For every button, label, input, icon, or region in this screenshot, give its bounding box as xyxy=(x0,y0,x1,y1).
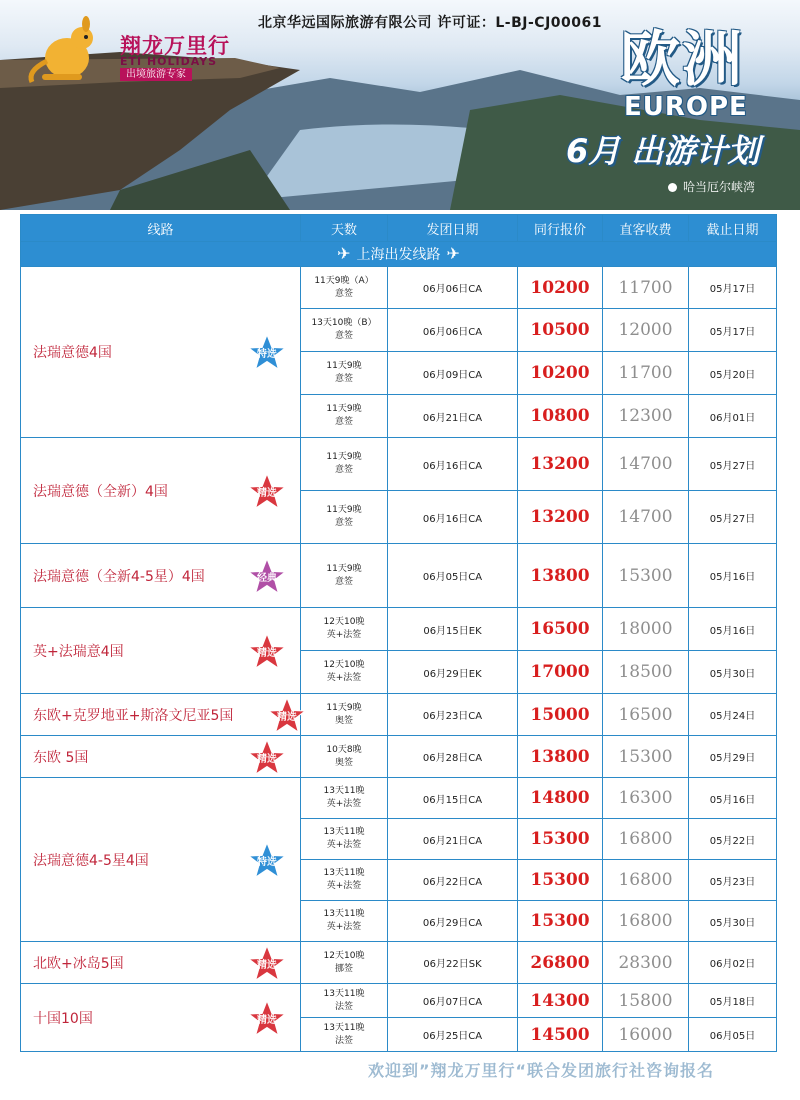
badge-label: 精选 xyxy=(277,711,297,723)
trade-price: 16500 xyxy=(530,619,590,639)
table-body xyxy=(21,267,777,1052)
days-text: 13天11晚 xyxy=(323,988,365,999)
brand-english: ETI HOLIDAYS xyxy=(120,55,218,68)
star-badge-icon xyxy=(247,333,287,371)
header-banner xyxy=(0,0,800,210)
table-row xyxy=(21,736,777,778)
visa-text: 英+法签 xyxy=(326,630,362,640)
table-row xyxy=(21,544,777,608)
table-row xyxy=(21,942,777,984)
days-cell xyxy=(301,267,388,309)
deadline-date: 05月27日 xyxy=(709,460,756,472)
days-text: 11天9晚（A） xyxy=(314,275,374,286)
star-badge-icon xyxy=(247,841,287,879)
departure-date: 06月21日CA xyxy=(422,412,483,424)
direct-price-cell xyxy=(603,736,689,778)
direct-price: 16800 xyxy=(618,911,673,931)
trade-price: 26800 xyxy=(530,952,590,973)
trade-price: 15300 xyxy=(530,911,590,931)
trade-price-cell xyxy=(518,352,603,395)
brand-name: 翔龙万里行 xyxy=(120,33,230,58)
deadline-cell xyxy=(689,819,777,860)
departure-date: 06月06日CA xyxy=(422,284,483,295)
departure-date: 06月21日CA xyxy=(422,835,483,847)
direct-price: 16500 xyxy=(618,704,673,725)
direct-price: 11700 xyxy=(618,363,673,383)
route-name: 十国10国 xyxy=(33,1010,93,1027)
trade-price: 13200 xyxy=(530,454,590,474)
plane-icon: ✈ xyxy=(446,244,460,263)
deadline-cell xyxy=(689,901,777,942)
deadline-date: 06月01日 xyxy=(709,412,756,424)
dot-icon xyxy=(668,183,677,192)
deadline-cell xyxy=(689,267,777,309)
days-cell xyxy=(301,819,388,860)
title-europe-en: EUROPE xyxy=(624,92,748,122)
deadline-date: 05月17日 xyxy=(709,326,756,338)
trade-price-cell xyxy=(518,901,603,942)
trade-price: 14500 xyxy=(530,1024,590,1045)
departure-cell xyxy=(388,736,518,778)
departure-cell xyxy=(388,778,518,819)
days-text: 13天11晚 xyxy=(323,868,365,878)
deadline-cell xyxy=(689,651,777,694)
visa-text: 奥签 xyxy=(334,757,353,768)
days-cell xyxy=(301,984,388,1018)
departure-cell xyxy=(388,984,518,1018)
departure-cell xyxy=(388,395,518,438)
departure-date: 06月15日EK xyxy=(423,625,482,637)
deadline-cell xyxy=(689,395,777,438)
trade-price-cell xyxy=(518,736,603,778)
deadline-date: 06月05日 xyxy=(709,1031,756,1042)
direct-price-cell xyxy=(603,651,689,694)
days-text: 11天9晚 xyxy=(326,361,362,371)
direct-price: 15300 xyxy=(618,565,673,586)
trade-price: 14800 xyxy=(530,788,590,808)
direct-price-cell xyxy=(603,860,689,901)
days-cell xyxy=(301,736,388,778)
direct-price: 15300 xyxy=(618,746,673,767)
route-cell xyxy=(21,736,301,778)
departure-cell xyxy=(388,608,518,651)
visa-text: 意签 xyxy=(334,576,353,587)
trade-price: 13800 xyxy=(530,746,590,767)
route-name: 法瑞意德4-5星4国 xyxy=(33,852,149,869)
departure-cell xyxy=(388,819,518,860)
days-cell xyxy=(301,309,388,352)
trade-price-cell xyxy=(518,984,603,1018)
deadline-date: 05月30日 xyxy=(709,668,756,680)
departure-date: 06月29日EK xyxy=(423,668,482,680)
trade-price: 17000 xyxy=(530,662,590,682)
deadline-date: 05月16日 xyxy=(709,794,756,806)
deadline-date: 05月17日 xyxy=(709,284,756,295)
badge-label: 精选 xyxy=(257,487,277,499)
visa-text: 意签 xyxy=(334,288,353,299)
deadline-cell xyxy=(689,491,777,544)
title-europe-cn: 欧洲 xyxy=(620,25,744,95)
deadline-date: 05月30日 xyxy=(709,917,756,929)
days-cell xyxy=(301,942,388,984)
departure-cell xyxy=(388,901,518,942)
tour-price-table xyxy=(20,214,777,1052)
visa-text: 英+法签 xyxy=(326,840,362,850)
header-departure: 发团日期 xyxy=(388,215,518,242)
departure-cell xyxy=(388,544,518,608)
direct-price: 28300 xyxy=(618,952,673,973)
departure-cell xyxy=(388,438,518,491)
trade-price: 10800 xyxy=(530,406,590,426)
departure-cell xyxy=(388,491,518,544)
direct-price: 16800 xyxy=(618,870,673,890)
trade-price: 14300 xyxy=(530,990,590,1011)
visa-text: 意签 xyxy=(334,465,353,475)
photo-place: 哈当厄尔峡湾 xyxy=(683,180,756,194)
deadline-cell xyxy=(689,309,777,352)
deadline-date: 05月16日 xyxy=(709,625,756,637)
table-row xyxy=(21,608,777,651)
deadline-date: 05月23日 xyxy=(709,876,756,888)
departure-date: 06月09日CA xyxy=(422,369,483,381)
deadline-date: 05月27日 xyxy=(709,513,756,525)
company-license: 北京华远国际旅游有限公司 许可证：L-BJ-CJ00061 xyxy=(258,15,602,31)
days-cell xyxy=(301,860,388,901)
route-cell xyxy=(21,608,301,694)
header-deadline: 截止日期 xyxy=(689,215,777,242)
direct-price: 16300 xyxy=(618,788,673,808)
trade-price-cell xyxy=(518,267,603,309)
badge-label: 精选 xyxy=(257,959,277,971)
departure-date: 06月29日CA xyxy=(422,917,483,929)
visa-text: 英+法签 xyxy=(326,922,362,932)
trade-price-cell xyxy=(518,819,603,860)
route-name: 法瑞意德4国 xyxy=(33,345,112,361)
direct-price: 14700 xyxy=(618,507,673,527)
table-row xyxy=(21,438,777,491)
departure-cell xyxy=(388,267,518,309)
route-cell xyxy=(21,778,301,942)
days-text: 12天10晚 xyxy=(323,950,365,961)
departure-cell xyxy=(388,309,518,352)
visa-text: 法签 xyxy=(334,1035,353,1046)
direct-price-cell xyxy=(603,438,689,491)
days-text: 12天10晚 xyxy=(323,660,365,670)
table-row xyxy=(21,984,777,1018)
deadline-cell xyxy=(689,608,777,651)
route-cell xyxy=(21,694,301,736)
star-badge-icon xyxy=(247,632,287,670)
days-text: 10天8晚 xyxy=(326,744,362,755)
direct-price-cell xyxy=(603,942,689,984)
direct-price-cell xyxy=(603,984,689,1018)
departure-cell xyxy=(388,860,518,901)
direct-price: 12300 xyxy=(618,406,673,426)
departure-date: 06月25日CA xyxy=(422,1031,483,1042)
deadline-cell xyxy=(689,694,777,736)
trade-price: 10200 xyxy=(530,363,590,383)
direct-price-cell xyxy=(603,491,689,544)
star-badge-icon xyxy=(247,472,287,510)
visa-text: 英+法签 xyxy=(326,799,362,809)
trade-price: 10500 xyxy=(530,320,590,340)
deadline-date: 05月29日 xyxy=(709,753,756,764)
departure-date: 06月28日CA xyxy=(422,753,483,764)
days-cell xyxy=(301,544,388,608)
star-badge-icon xyxy=(247,738,287,776)
direct-price-cell xyxy=(603,352,689,395)
table-header-row xyxy=(21,215,777,242)
footer-slogan: 欢迎到”翔龙万里行“联合发团旅行社咨询报名 xyxy=(368,1061,715,1080)
days-text: 11天9晚 xyxy=(326,452,362,462)
direct-price-cell xyxy=(603,901,689,942)
visa-text: 意签 xyxy=(334,331,353,341)
days-cell xyxy=(301,438,388,491)
trade-price-cell xyxy=(518,309,603,352)
days-cell xyxy=(301,491,388,544)
days-text: 13天11晚 xyxy=(323,786,365,796)
direct-price: 16800 xyxy=(618,829,673,849)
route-name: 东欧 5国 xyxy=(33,749,89,766)
visa-text: 意签 xyxy=(334,518,353,528)
title-plan: 6月 出游计划 xyxy=(566,132,760,170)
trade-price: 15000 xyxy=(530,704,590,725)
badge-label: 精选 xyxy=(257,1014,277,1026)
direct-price-cell xyxy=(603,819,689,860)
deadline-cell xyxy=(689,352,777,395)
visa-text: 法签 xyxy=(334,1001,353,1012)
badge-label: 特选 xyxy=(257,349,277,360)
visa-text: 意签 xyxy=(334,417,353,427)
header-trade-price: 同行报价 xyxy=(518,215,603,242)
badge-label: 精选 xyxy=(257,753,277,765)
days-text: 13天11晚 xyxy=(323,827,365,837)
deadline-date: 06月02日 xyxy=(709,959,756,970)
direct-price: 14700 xyxy=(618,454,673,474)
departure-date: 06月06日CA xyxy=(422,326,483,338)
visa-text: 英+法签 xyxy=(326,673,362,683)
days-cell xyxy=(301,1018,388,1052)
days-cell xyxy=(301,901,388,942)
trade-price-cell xyxy=(518,942,603,984)
route-cell xyxy=(21,267,301,438)
visa-text: 英+法签 xyxy=(326,881,362,891)
deadline-date: 05月16日 xyxy=(709,572,756,583)
direct-price: 18500 xyxy=(618,662,673,682)
days-cell xyxy=(301,651,388,694)
trade-price-cell xyxy=(518,544,603,608)
route-name: 法瑞意德（全新4-5星）4国 xyxy=(33,568,205,585)
table-row xyxy=(21,778,777,819)
trade-price-cell xyxy=(518,608,603,651)
direct-price: 11700 xyxy=(618,277,673,298)
star-badge-icon xyxy=(267,696,307,734)
days-cell xyxy=(301,352,388,395)
deadline-cell xyxy=(689,942,777,984)
direct-price-cell xyxy=(603,608,689,651)
days-text: 11天9晚 xyxy=(326,404,362,414)
route-name: 法瑞意德（全新）4国 xyxy=(33,483,168,500)
deadline-cell xyxy=(689,984,777,1018)
deadline-cell xyxy=(689,778,777,819)
deadline-cell xyxy=(689,860,777,901)
departure-date: 06月22日SK xyxy=(423,959,482,970)
header-route: 线路 xyxy=(21,215,301,242)
days-cell xyxy=(301,608,388,651)
days-text: 11天9晚 xyxy=(326,702,362,713)
direct-price: 15800 xyxy=(618,990,673,1011)
header-direct-price: 直客收费 xyxy=(603,215,689,242)
departure-cell xyxy=(388,352,518,395)
direct-price-cell xyxy=(603,778,689,819)
section-title xyxy=(21,242,777,267)
days-cell xyxy=(301,694,388,736)
trade-price-cell xyxy=(518,395,603,438)
trade-price: 13800 xyxy=(530,565,590,586)
direct-price-cell xyxy=(603,544,689,608)
route-cell xyxy=(21,544,301,608)
direct-price: 18000 xyxy=(618,619,673,639)
trade-price-cell xyxy=(518,1018,603,1052)
departure-date: 06月15日CA xyxy=(422,794,483,806)
kangaroo-logo-icon xyxy=(22,16,112,88)
departure-date: 06月05日CA xyxy=(422,572,483,583)
star-badge-icon xyxy=(247,557,287,595)
plane-icon: ✈ xyxy=(337,244,351,263)
trade-price-cell xyxy=(518,491,603,544)
direct-price-cell xyxy=(603,395,689,438)
badge-label: 特选 xyxy=(257,856,277,868)
trade-price-cell xyxy=(518,694,603,736)
trade-price-cell xyxy=(518,438,603,491)
trade-price: 10200 xyxy=(530,277,590,298)
route-name: 英+法瑞意4国 xyxy=(33,643,124,660)
direct-price: 12000 xyxy=(618,320,673,340)
deadline-cell xyxy=(689,736,777,778)
table-row xyxy=(21,694,777,736)
trade-price-cell xyxy=(518,778,603,819)
visa-text: 奥签 xyxy=(334,715,353,726)
visa-text: 挪签 xyxy=(334,963,353,974)
days-text: 11天9晚 xyxy=(326,505,362,515)
days-cell xyxy=(301,778,388,819)
section-row xyxy=(21,242,777,267)
star-badge-icon xyxy=(247,944,287,982)
deadline-cell xyxy=(689,1018,777,1052)
route-cell xyxy=(21,984,301,1052)
trade-price: 13200 xyxy=(530,507,590,527)
deadline-cell xyxy=(689,544,777,608)
badge-label: 精选 xyxy=(257,647,277,659)
days-text: 13天11晚 xyxy=(323,909,365,919)
header-days: 天数 xyxy=(301,215,388,242)
photo-caption xyxy=(668,178,755,195)
departure-cell xyxy=(388,694,518,736)
deadline-date: 05月24日 xyxy=(709,711,756,722)
direct-price-cell xyxy=(603,309,689,352)
days-text: 12天10晚 xyxy=(323,617,365,627)
direct-price: 16000 xyxy=(618,1024,673,1045)
star-badge-icon xyxy=(247,999,287,1037)
deadline-date: 05月22日 xyxy=(709,835,756,847)
route-name: 东欧+克罗地亚+斯洛文尼亚5国 xyxy=(33,707,234,724)
departure-date: 06月22日CA xyxy=(422,876,483,888)
departure-date: 06月16日CA xyxy=(422,460,483,472)
visa-text: 意签 xyxy=(334,374,353,384)
route-name: 北欧+冰岛5国 xyxy=(33,955,124,972)
departure-date: 06月23日CA xyxy=(422,711,483,722)
trade-price-cell xyxy=(518,860,603,901)
departure-cell xyxy=(388,1018,518,1052)
route-cell xyxy=(21,942,301,984)
direct-price-cell xyxy=(603,267,689,309)
section-label: 上海出发线路 xyxy=(356,247,441,263)
direct-price-cell xyxy=(603,1018,689,1052)
route-cell xyxy=(21,438,301,544)
deadline-date: 05月20日 xyxy=(709,369,756,381)
direct-price-cell xyxy=(603,694,689,736)
departure-cell xyxy=(388,942,518,984)
trade-price-cell xyxy=(518,651,603,694)
deadline-date: 05月18日 xyxy=(709,997,756,1008)
departure-date: 06月07日CA xyxy=(422,997,483,1008)
days-text: 11天9晚 xyxy=(326,563,362,574)
days-text: 13天10晚（B） xyxy=(311,318,377,328)
deadline-cell xyxy=(689,438,777,491)
trade-price: 15300 xyxy=(530,870,590,890)
days-cell xyxy=(301,395,388,438)
badge-label: 经典 xyxy=(257,572,277,584)
days-text: 13天11晚 xyxy=(323,1022,365,1033)
departure-cell xyxy=(388,651,518,694)
table-row xyxy=(21,267,777,309)
brand-tagline: 出境旅游专家 xyxy=(120,68,192,81)
trade-price: 15300 xyxy=(530,829,590,849)
departure-date: 06月16日CA xyxy=(422,513,483,525)
